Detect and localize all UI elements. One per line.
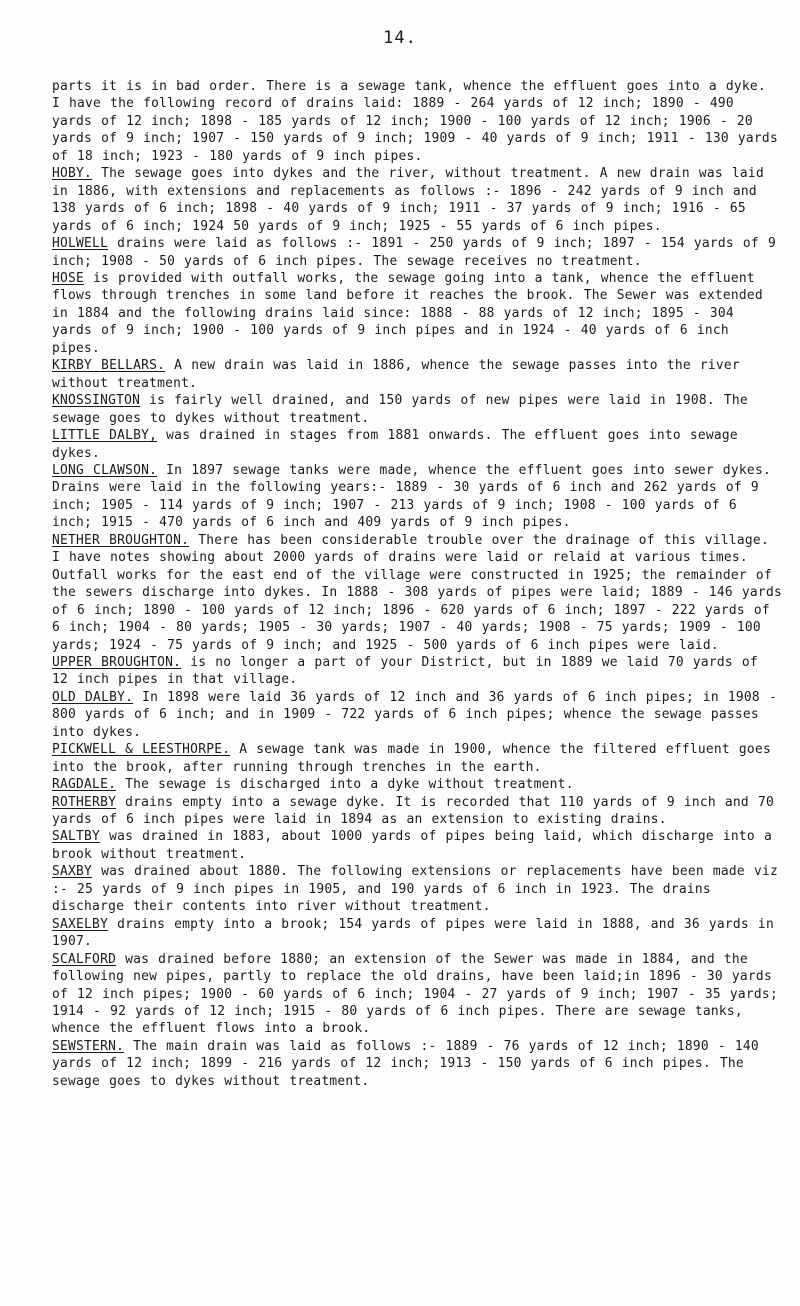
entry-knossington [52, 392, 782, 427]
entry-nether-broughton [52, 532, 782, 654]
place-heading: HOBY. [52, 166, 93, 182]
entry-hoby [52, 165, 782, 235]
entry-pickwell-leesthorpe [52, 741, 782, 776]
place-heading: OLD DALBY. [52, 689, 134, 705]
place-heading: SAXELBY [52, 916, 109, 932]
entry-sewstern [52, 1038, 782, 1090]
place-heading: KNOSSINGTON [52, 393, 141, 409]
entry-text: drains were laid as follows :- 1891 - 250 yards of 9 inch; 1897 - 154 yards of 9 inch; 1908 - 50 yards of 6 inch pipes. The sewage receives no treatment. [52, 236, 776, 269]
place-heading: HOLWELL [52, 236, 109, 252]
entry-text: A sewage tank was made in 1900, whence the filtered effluent goes into the brook, after running through trenches in the earth. [52, 742, 771, 775]
entry-text: There has been considerable trouble over the drainage of this village. I have notes showing about 2000 yards of drains were laid or relaid at various times. Outfall works for the east end of the village were constructed in 1925; the remainder of the sewers discharge into dykes. In 1888 - 308 yards of pipes were laid; 1889 - 146 yards of 6 inch; 1890 - 100 yards of 12 inch; 1896 - 620 yards of 6 inch; 1897 - 222 yards of 6 inch; 1904 - 80 yards; 1905 - 30 yards; 1907 - 40 yards; 1908 - 75 yards; 1909 - 100 yards; 1924 - 75 yards of 9 inch; and 1925 - 500 yards of 6 inch pipes were laid. [52, 532, 782, 653]
entry-text: drains empty into a sewage dyke. It is recorded that 110 yards of 9 inch and 70 yards of 6 inch pipes were laid in 1894 as an extension to existing drains. [52, 794, 774, 828]
place-heading: LITTLE DALBY, [52, 428, 158, 444]
place-heading: SEWSTERN. [52, 1038, 125, 1054]
place-heading: ROTHERBY [52, 794, 117, 810]
entry-ragdale [52, 776, 782, 793]
entry-text: The main drain was laid as follows :- 1889 - 76 yards of 12 inch; 1890 - 140 yards of 12 inch; 1899 - 216 yards of 12 inch; 1913 - 150 yards of 6 inch pipes. The sewage goes to dykes without treatment. [52, 1038, 759, 1089]
entry-little-dalby [52, 427, 782, 462]
entry-text: was drained in 1883, about 1000 yards of pipes being laid, which discharge into a brook without treatment. [52, 829, 772, 862]
entry-old-dalby [52, 689, 782, 741]
entry-text: was drained in stages from 1881 onwards. The effluent goes into sewage dykes. [52, 428, 738, 461]
entry-text: The sewage is discharged into a dyke without treatment. [116, 777, 574, 793]
place-heading: NETHER BROUGHTON. [52, 532, 190, 548]
place-heading: RAGDALE. [52, 777, 117, 793]
entry-text: A new drain was laid in 1886, whence the sewage passes into the river without treatment. [52, 358, 740, 391]
entry-saxelby [52, 916, 782, 951]
document-body [52, 78, 782, 1090]
entry-continuation [52, 78, 782, 165]
entry-kirby-bellars [52, 357, 782, 392]
entry-scalford [52, 951, 782, 1038]
entry-text: parts it is in bad order. There is a sewage tank, whence the effluent goes into a dyke. I have the following record of drains laid: 1889 - 264 yards of 12 inch; 1890 - 490 yards of 12 inch; 1898 - 185 yards of 12 inch; 1900 - 100 yards of 12 inch; 1906 - 20 yards of 9 inch; 1907 - 150 yards of 9 inch; 1909 - 40 yards of 9 inch; 1911 - 130 yards of 18 inch; 1923 - 180 yards of 9 inch pipes. [52, 79, 778, 164]
entry-saxby [52, 863, 782, 915]
entry-long-clawson [52, 462, 782, 532]
entry-saltby [52, 828, 782, 863]
entry-rotherby [52, 794, 782, 829]
place-heading: SAXBY [52, 864, 93, 880]
entry-text: In 1897 sewage tanks were made, whence the effluent goes into sewer dykes. Drains were laid in the following years:- 1889 - 30 yards of 6 inch and 262 yards of 9 inch; 1905 - 114 yards of 9 inch; 1907 - 213 yards of 9 inch; 1908 - 100 yards of 6 inch; 1915 - 470 yards of 6 inch and 409 yards of 9 inch pipes. [52, 462, 771, 531]
entry-text: is provided with outfall works, the sewage going into a tank, whence the effluent flows through trenches in some land before it reaches the brook. The Sewer was extended in 1884 and the following drains laid since: 1888 - 88 yards of 12 inch; 1895 - 304 yards of 9 inch; 1900 - 100 yards of 9 inch pipes and in 1924 - 40 yards of 6 inch pipes. [52, 270, 763, 356]
entry-text: was drained before 1880; an extension of the Sewer was made in 1884, and the following new pipes, partly to replace the old drains, have been laid;in 1896 - 30 yards of 12 inch pipes; 1900 - 60 yards of 6 inch; 1904 - 27 yards of 9 inch; 1907 - 35 yards; 1914 - 92 yards of 12 inch; 1915 - 80 yards of 6 inch pipes. There are sewage tanks, whence the effluent flows into a brook. [52, 951, 778, 1037]
place-heading: UPPER BROUGHTON. [52, 654, 182, 670]
place-heading: KIRBY BELLARS. [52, 358, 166, 374]
entry-text: In 1898 were laid 36 yards of 12 inch and 36 yards of 6 inch pipes; in 1908 - 800 yards of 6 inch; and in 1909 - 722 yards of 6 inch pipes; whence the sewage passes into dykes. [52, 689, 777, 740]
entry-text: The sewage goes into dykes and the river, without treatment. A new drain was laid in 1886, with extensions and replacements as follows :- 1896 - 242 yards of 9 inch and 138 yards of 6 inch; 1898 - 40 yards of 9 inch; 1911 - 37 yards of 9 inch; 1916 - 65 yards of 6 inch; 1924 50 yards of 9 inch; 1925 - 55 yards of 6 inch pipes. [52, 166, 764, 234]
entry-upper-broughton [52, 654, 782, 689]
entry-text: was drained about 1880. The following extensions or replacements have been made viz :- 25 yards of 9 inch pipes in 1905, and 190 yards of 6 inch in 1923. The drains discharge their contents into river without treatment. [52, 864, 778, 915]
entry-text: is no longer a part of your District, but in 1889 we laid 70 yards of 12 inch pipes in that village. [52, 654, 758, 688]
place-heading: HOSE [52, 270, 85, 286]
place-heading: SCALFORD [52, 951, 117, 967]
page-number: 14. [383, 28, 417, 48]
place-heading: LONG CLAWSON. [52, 462, 158, 478]
entry-hose [52, 270, 782, 357]
entry-holwell [52, 235, 782, 270]
place-heading: PICKWELL & LEESTHORPE. [52, 742, 231, 758]
entry-text: is fairly well drained, and 150 yards of new pipes were laid in 1908. The sewage goes to dykes without treatment. [52, 393, 748, 426]
place-heading: SALTBY [52, 829, 101, 845]
entry-text: drains empty into a brook; 154 yards of pipes were laid in 1888, and 36 yards in 1907. [52, 916, 774, 950]
